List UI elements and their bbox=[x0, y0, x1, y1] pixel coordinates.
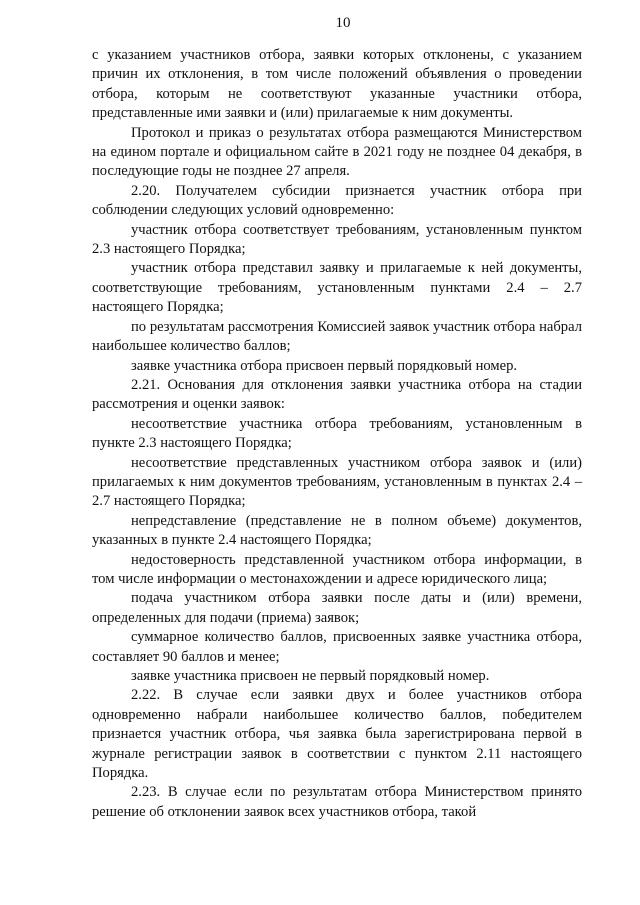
list-item-ground-7: заявке участника присвоен не первый порядковый номер. bbox=[131, 668, 490, 684]
list-item-condition-2: участник отбора представил заявку и прилагаемые к ней документы, соответствующие требованиям, установленным пунктами 2.4 – 2.7 настоящего Порядка; bbox=[92, 260, 582, 316]
list-item-ground-4: недостоверность представленной участником отбора информации, в том числе информации о местонахождении и адресе юридического лица; bbox=[92, 551, 582, 587]
list-item-ground-3: непредставление (представление не в полном объеме) документов, указанных в пункте 2.4 настоящего Порядка; bbox=[92, 512, 582, 549]
list-item-ground-2: несоответствие представленных участником отбора заявок и (или) прилагаемых к ним документов требованиям, установленным в пунктах 2.4 – 2.7 настоящего Порядка; bbox=[92, 454, 582, 510]
paragraph-2-23: 2.23. В случае если по результатам отбора Министерством принято решение об отклонении заявок всех участников отбора, такой bbox=[92, 784, 582, 820]
list-item-ground-1: несоответствие участника отбора требованиям, установленным в пункте 2.3 настоящего Порядка; bbox=[92, 415, 582, 452]
list-item-condition-4: заявке участника отбора присвоен первый порядковый номер. bbox=[131, 357, 518, 374]
page-number: 10 bbox=[335, 15, 351, 31]
list-item-condition-1: участник отбора соответствует требованиям, установленным пунктом 2.3 настоящего Порядка; bbox=[92, 221, 582, 258]
document-page bbox=[92, 14, 582, 822]
paragraph-2-20: 2.20. Получателем субсидии признается участник отбора при соблюдении следующих условий одновременно: bbox=[92, 182, 582, 219]
paragraph-continuation: с указанием участников отбора, заявки которых отклонены, с указанием причин их отклонения, в том числе положений объявления о проведении отбора, которым не соответствуют указанные участники отбора, представленные ими заявки и (или) прилагаемые к ним документы. bbox=[92, 47, 582, 122]
paragraph-2-21: 2.21. Основания для отклонения заявки участника отбора на стадии рассмотрения и оценки заявок: bbox=[92, 376, 582, 413]
list-item-ground-6: суммарное количество баллов, присвоенных заявке участника отбора, составляет 90 баллов и менее; bbox=[92, 629, 582, 665]
paragraph-2-22: 2.22. В случае если заявки двух и более участников отбора одновременно набрали наибольшее количество баллов, победителем признается участник отбора, чья заявка была зарегистрирована первой в журнале регистрации заявок в соответствии с пунктом 2.11 настоящего Порядка. bbox=[92, 687, 582, 782]
list-item-ground-5: подача участником отбора заявки после даты и (или) времени, определенных для подачи (приема) заявок; bbox=[92, 590, 582, 626]
list-item-condition-3: по результатам рассмотрения Комиссией заявок участник отбора набрал наибольшее количество баллов; bbox=[92, 318, 582, 355]
paragraph-protocol: Протокол и приказ о результатах отбора размещаются Министерством на едином портале и официальном сайте в 2021 году не позднее 04 декабря, в последующие годы не позднее 27 апреля. bbox=[92, 124, 582, 180]
